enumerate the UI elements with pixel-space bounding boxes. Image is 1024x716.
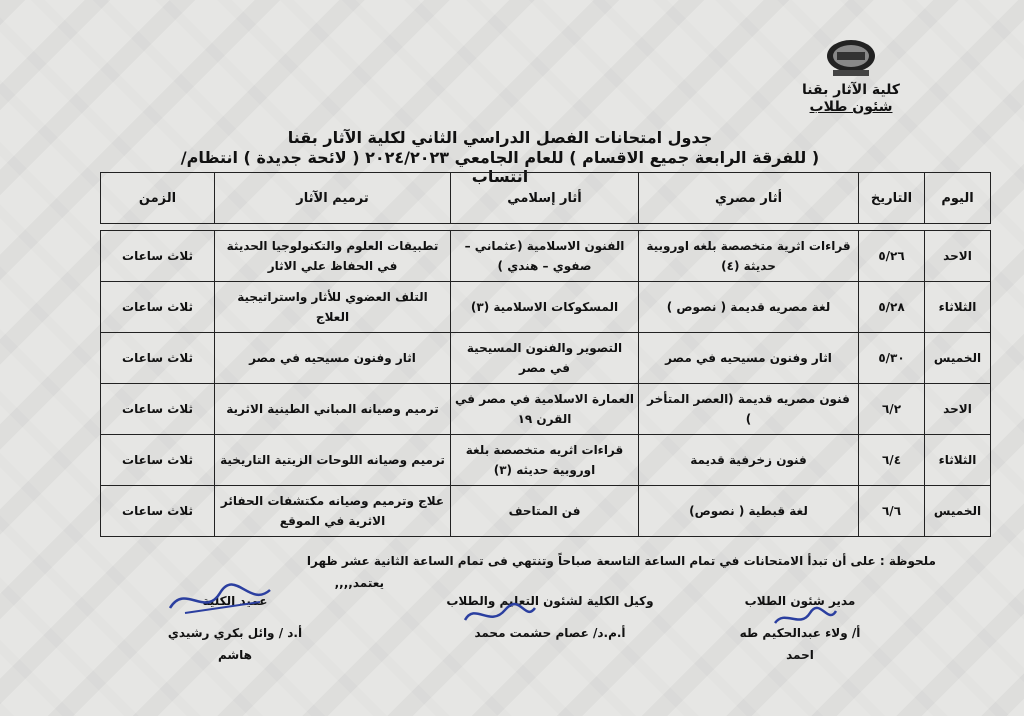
header-date: التاريخ: [859, 173, 925, 224]
cell-time: ثلاث ساعات: [101, 384, 215, 435]
college-logo: [823, 38, 879, 78]
header-day: اليوم: [925, 173, 991, 224]
cell-egyptian: لغة قبطية ( نصوص): [639, 486, 859, 537]
office-name: شئون طلاب: [809, 99, 893, 115]
cell-islamic: الفنون الاسلامية (عثماني – صفوي – هندي ): [451, 231, 639, 282]
cell-restoration: ترميم وصيانه المباني الطينية الاثرية: [215, 384, 451, 435]
student-affairs-signature-block: [730, 590, 870, 666]
cell-restoration: تطبيقات العلوم والتكنولوجيا الحديثة في الحفاظ علي الاثار: [215, 231, 451, 282]
exam-time-note: ملحوظة : على أن تبدأ الامتحانات في تمام الساعة التاسعة صباحاً وتنتهي فى تمام الساعة الثانية عشر ظهرا: [306, 554, 936, 568]
cell-islamic: قراءات اثريه متخصصة بلغة اوروبية حديثه (٣): [451, 435, 639, 486]
page-title: جدول امتحانات الفصل الدراسي الثاني لكلية الآثار بقنا: [287, 128, 713, 147]
dean-signature-block: [150, 590, 320, 666]
cell-egyptian: قراءات اثرية متخصصة بلغه اوروبية حديثة (٤): [639, 231, 859, 282]
dean-name: أ.د / وائل بكري رشيدي هاشم: [167, 626, 303, 662]
cell-time: ثلاث ساعات: [101, 435, 215, 486]
exam-schedule-table: [100, 172, 991, 537]
student-affairs-name: أ/ ولاء عبدالحكيم طه احمد: [739, 626, 861, 662]
cell-egyptian: اثار وفنون مسيحيه في مصر: [639, 333, 859, 384]
vice-dean-title: وكيل الكلية لشئون التعليم والطلاب: [446, 594, 654, 608]
cell-date: ٦/٤: [859, 435, 925, 486]
cell-egyptian: فنون زخرفية قديمة: [639, 435, 859, 486]
cell-restoration: التلف العضوي للأثار واستراتيجية العلاج: [215, 282, 451, 333]
header-egyptian: أثار مصري: [639, 173, 859, 224]
student-affairs-title: مدير شئون الطلاب: [744, 594, 856, 608]
college-header: [796, 38, 906, 116]
table-row: [101, 282, 991, 333]
cell-egyptian: فنون مصريه قديمة (العصر المتأخر ): [639, 384, 859, 435]
cell-date: ٦/٦: [859, 486, 925, 537]
cell-islamic: التصوير والفنون المسيحية في مصر: [451, 333, 639, 384]
page-subtitle: ( للفرقة الرابعة جميع الاقسام ) للعام الجامعي ٢٠٢٤/٢٠٢٣ ( لائحة جديدة ) انتظام/ انتساب: [180, 148, 820, 186]
cell-time: ثلاث ساعات: [101, 231, 215, 282]
table-row: [101, 384, 991, 435]
table-row: [101, 333, 991, 384]
cell-time: ثلاث ساعات: [101, 282, 215, 333]
cell-day: الخميس: [925, 486, 991, 537]
cell-islamic: فن المتاحف: [451, 486, 639, 537]
table-row: [101, 231, 991, 282]
cell-time: ثلاث ساعات: [101, 486, 215, 537]
cell-day: الثلاثاء: [925, 282, 991, 333]
cell-day: الثلاثاء: [925, 435, 991, 486]
cell-restoration: علاج وترميم وصيانه مكتشفات الحفائر الاثرية في الموقع: [215, 486, 451, 537]
cell-time: ثلاث ساعات: [101, 333, 215, 384]
cell-islamic: العمارة الاسلامية في مصر في القرن ١٩: [451, 384, 639, 435]
dean-title: عميد الكلية: [202, 594, 268, 608]
cell-date: ٦/٢: [859, 384, 925, 435]
college-name: كلية الآثار بقنا: [802, 82, 900, 98]
table-row: [101, 486, 991, 537]
vice-dean-name: أ.م.د/ عصام حشمت محمد: [474, 626, 626, 640]
header-restoration: ترميم الآثار: [215, 173, 451, 224]
cell-day: الخميس: [925, 333, 991, 384]
cell-date: ٥/٢٦: [859, 231, 925, 282]
approval-label: يعتمد,,,,: [334, 576, 384, 590]
header-islamic: أثار إسلامي: [451, 173, 639, 224]
cell-day: الاحد: [925, 231, 991, 282]
cell-islamic: المسكوكات الاسلامية (٣): [451, 282, 639, 333]
cell-date: ٥/٢٨: [859, 282, 925, 333]
vice-dean-signature-block: [440, 590, 660, 644]
header-time: الزمن: [101, 173, 215, 224]
cell-egyptian: لغة مصريه قديمة ( نصوص ): [639, 282, 859, 333]
cell-restoration: اثار وفنون مسيحيه في مصر: [215, 333, 451, 384]
cell-restoration: ترميم وصيانه اللوحات الزيتية التاريخية: [215, 435, 451, 486]
table-row: [101, 435, 991, 486]
cell-date: ٥/٣٠: [859, 333, 925, 384]
cell-day: الاحد: [925, 384, 991, 435]
table-header-row: [101, 173, 991, 224]
